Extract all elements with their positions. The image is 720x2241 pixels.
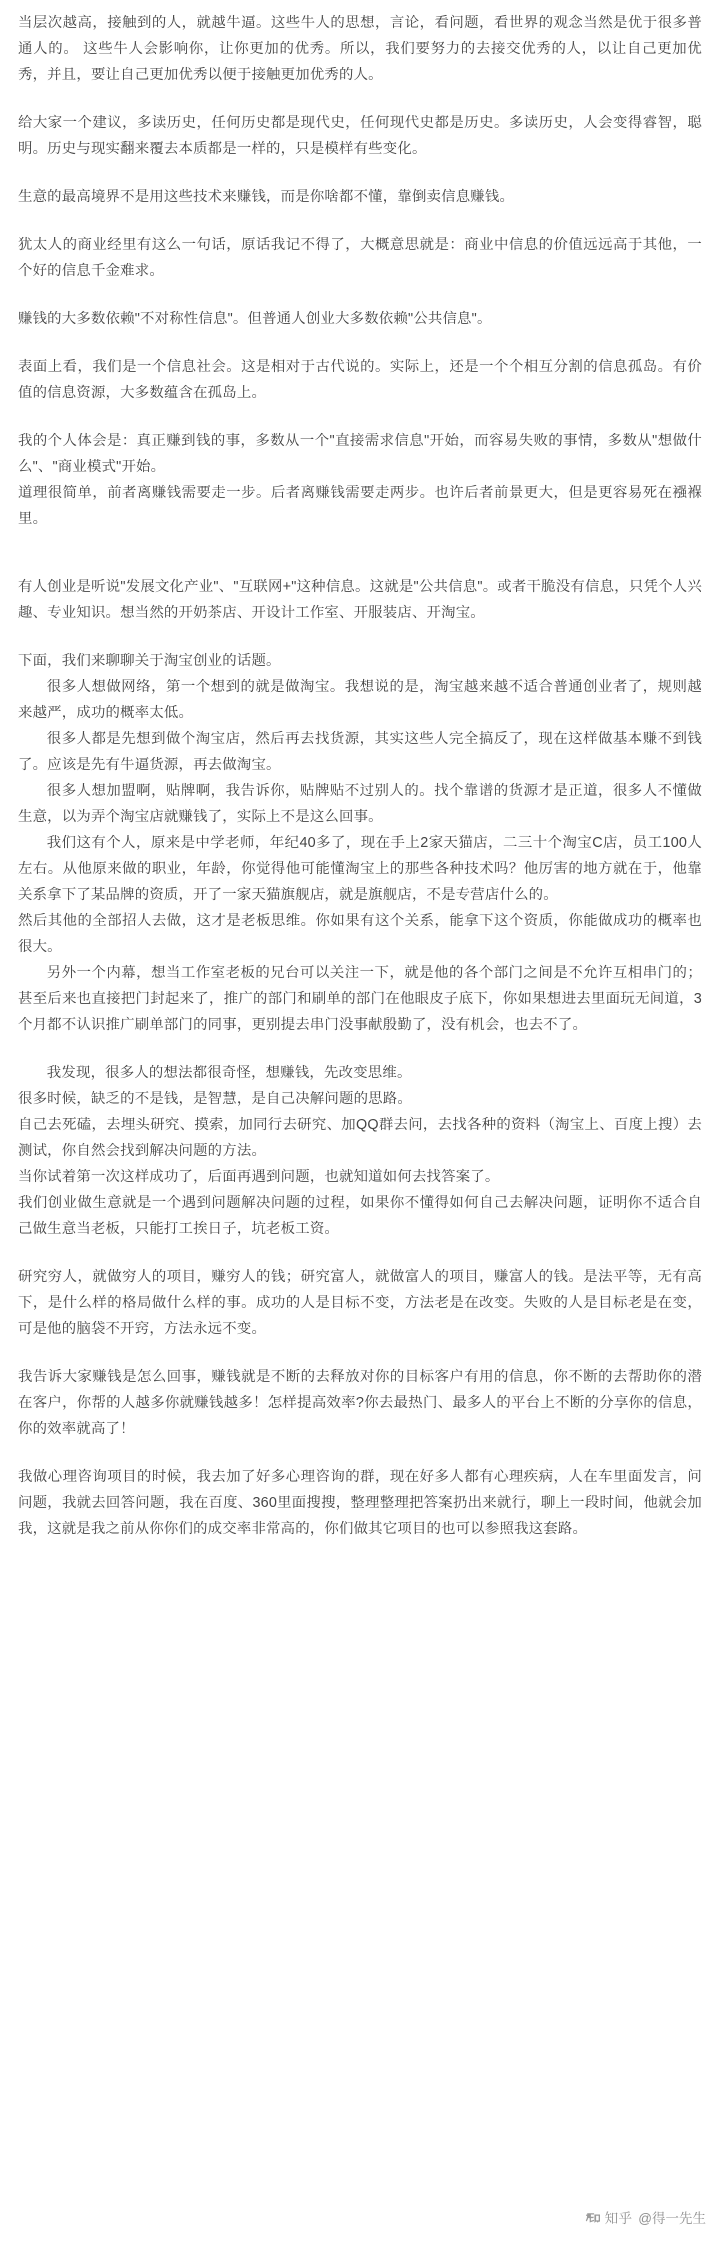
paragraph: 研究穷人，就做穷人的项目，赚穷人的钱；研究富人，就做富人的项目，赚富人的钱。是法平等，无有高下，是什么样的格局做什么样的事。成功的人是目标不变，方法老是在改变。失败的人是目标老是在变，可是他的脑袋不开窍，方法永远不变。 xyxy=(18,1269,702,1337)
paragraph: 道理很简单，前者离赚钱需要走一步。后者离赚钱需要走两步。也许后者前景更大，但是更容易死在襁褓里。 xyxy=(18,485,702,527)
section-spacer xyxy=(18,554,702,574)
paragraph: 我的个人体会是：真正赚到钱的事，多数从一个"直接需求信息"开始，而容易失败的事情，多数从"想做什么"、"商业模式"开始。 xyxy=(18,433,702,475)
taobao-section xyxy=(18,648,702,1038)
paragraph: 另外一个内幕，想当工作室老板的兄台可以关注一下，就是他的各个部门之间是不允许互相串门的；甚至后来也直接把门封起来了，推广的部门和刷单的部门在他眼皮子底下，你如果想进去里面玩无间道，3个月都不认识推广刷单部门的同事，更别提去串门没事献殷勤了，没有机会，也去不了。 xyxy=(18,965,702,1033)
zhihu-logo-icon xyxy=(585,2207,633,2227)
watermark-site: 知乎 xyxy=(604,2211,633,2226)
paragraph: 当你试着第一次这样成功了，后面再遇到问题，也就知道如何去找答案了。 xyxy=(18,1169,500,1185)
paragraph: 给大家一个建议，多读历史，任何历史都是现代史，任何现代史都是历史。多读历史，人会变得睿智，聪明。历史与现实翻来覆去本质都是一样的，只是模样有些变化。 xyxy=(18,115,702,157)
paragraph: 我告诉大家赚钱是怎么回事，赚钱就是不断的去释放对你的目标客户有用的信息，你不断的去帮助你的潜在客户，你帮的人越多你就赚钱越多！怎样提高效率?你去最热门、最多人的平台上不断的分享你的信息，你的效率就高了！ xyxy=(18,1369,702,1437)
zhihu-mark-icon xyxy=(585,2209,601,2225)
paragraph: 我发现，很多人的想法都很奇怪，想赚钱，先改变思维。 xyxy=(46,1065,412,1081)
paragraph: 生意的最高境界不是用这些技术来赚钱，而是你啥都不懂，靠倒卖信息赚钱。 xyxy=(18,189,515,205)
paragraph: 我们这有个人，原来是中学老师，年纪40多了，现在手上2家天猫店，二三十个淘宝C店，员工100人左右。从他原来做的职业，年龄，你觉得他可能懂淘宝上的那些各种技术吗？他厉害的地方就在于，他靠关系拿下了某品牌的资质，开了一家天猫旗舰店，就是旗舰店，不是专营店什么的。 xyxy=(18,835,702,903)
paragraph: 很多人想做网络，第一个想到的就是做淘宝。我想说的是，淘宝越来越不适合普通创业者了，规则越来越严，成功的概率太低。 xyxy=(18,679,702,721)
paragraph: 当层次越高，接触到的人，就越牛逼。这些牛人的思想，言论，看问题，看世界的观念当然是优于很多普通人的。 这些牛人会影响你，让你更加的优秀。所以，我们要努力的去接交优秀的人，以让自己更加优秀，并且，要让自己更加优秀以便于接触更加优秀的人。 xyxy=(18,15,702,83)
paragraph: 表面上看，我们是一个信息社会。这是相对于古代说的。实际上，还是一个个相互分割的信息孤岛。有价值的信息资源，大多数蕴含在孤岛上。 xyxy=(18,359,702,401)
paragraph: 赚钱的大多数依赖"不对称性信息"。但普通人创业大多数依赖"公共信息"。 xyxy=(18,311,492,327)
paragraph: 很多人都是先想到做个淘宝店，然后再去找货源，其实这些人完全搞反了，现在这样做基本赚不到钱了。应该是先有牛逼货源，再去做淘宝。 xyxy=(18,731,702,773)
mindset-section xyxy=(18,1060,702,1242)
watermark xyxy=(0,2199,720,2237)
paragraph: 下面，我们来聊聊关于淘宝创业的话题。 xyxy=(18,653,281,669)
watermark-author: @得一先生 xyxy=(638,2211,706,2226)
paragraph: 有人创业是听说"发展文化产业"、"互联网+"这种信息。这就是"公共信息"。或者干脆没有信息，只凭个人兴趣、专业知识。想当然的开奶茶店、开设计工作室、开服装店、开淘宝。 xyxy=(18,579,702,621)
paragraph: 自己去死磕，去埋头研究、摸索，加同行去研究、加QQ群去问，去找各种的资料（淘宝上、百度上搜）去测试，你自然会找到解决问题的方法。 xyxy=(18,1117,702,1159)
paragraph: 很多时候，缺乏的不是钱，是智慧，是自己决解问题的思路。 xyxy=(18,1091,412,1107)
paragraph: 然后其他的全部招人去做，这才是老板思维。你如果有这个关系，能拿下这个资质，你能做成功的概率也很大。 xyxy=(18,913,702,955)
paragraph: 很多人想加盟啊，贴牌啊，我告诉你，贴牌贴不过别人的。找个靠谱的货源才是正道，很多人不懂做生意，以为弄个淘宝店就赚钱了，实际上不是这么回事。 xyxy=(18,783,702,825)
paragraph: 犹太人的商业经里有这么一句话，原话我记不得了，大概意思就是：商业中信息的价值远远高于其他，一个好的信息千金难求。 xyxy=(18,237,702,279)
paragraph: 我们创业做生意就是一个遇到问题解决问题的过程，如果你不懂得如何自己去解决问题，证明你不适合自己做生意当老板，只能打工挨日子，坑老板工资。 xyxy=(18,1195,702,1237)
paragraph: 我做心理咨询项目的时候，我去加了好多心理咨询的群，现在好多人都有心理疾病，人在车里面发言，问问题，我就去回答问题，我在百度、360里面搜搜，整理整理把答案扔出来就行，聊上一段时间，他就会加我，这就是我之前从你你们的成交率非常高的，你们做其它项目的也可以参照我这套路。 xyxy=(18,1469,702,1537)
paragraph-group xyxy=(18,428,702,532)
